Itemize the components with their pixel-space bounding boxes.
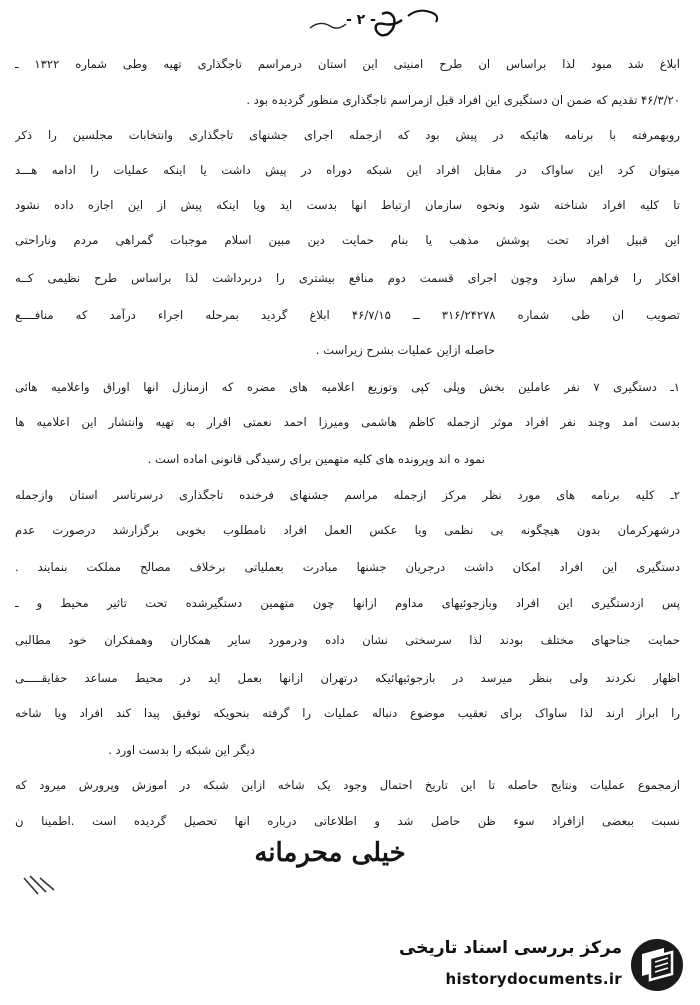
watermark-name: مرکز بررسی اسناد تاریخی — [399, 938, 622, 958]
body-line: پس ازدستگیری این افراد وبازجوئیهای مداوم ازانها چون متهمین دستگیرشده تحت تاثیر محیط و ـ — [15, 596, 680, 610]
body-line: اظهار نکردند ولی بنظر میرسد در بازجوئیهائیکه درتهران ازانها بعمل اید در محیط مساعد حقایقـــــی — [15, 671, 680, 685]
archive-logo-icon — [628, 936, 686, 994]
body-line: افکار را فراهم سازد وچون اجرای قسمت دوم منافع بیشتری را دربرداشت لذا براساس طرح نظیمی کــه — [15, 271, 680, 285]
body-line: دستگیری این افراد امکان داشت درجریان جشنها مبادرت بعملیاتی برخلاف مصالح مملکت بنمایند . — [15, 560, 680, 574]
body-line: بدست امد وچند نفر افراد موثر ازجمله کاظم هاشمی ومیرزا احمد نعمتی اقرار به تهیه وانتشار این اعلامیه ها — [15, 415, 680, 429]
scribble-mark-icon — [20, 872, 110, 898]
body-line: حاصله ازاین عملیات بشرح زیراست . — [315, 343, 495, 357]
body-line: این قبیل افراد تحت پوشش مذهب یا بنام حمایت دین مبین اسلام موجبات گمراهی مردم وناراحتی — [15, 233, 680, 247]
archive-watermark — [400, 934, 690, 998]
body-line: نسبت ببعضی ازافراد سوء ظن حاصل شد و اطلاعاتی درباره انها تحصیل گردیده است .اطمینا ن — [15, 814, 680, 828]
body-line: درشهرکرمان بدون هیچگونه بی نظمی ویا عکس العمل افراد نامطلوب بخوبی برگزارشد درصورت عدم — [15, 523, 680, 537]
body-line: ابلاغ شد مبود لذا براساس ان طرح امنیتی این استان درمراسم تاجگذاری تهیه وطی شماره ۱۳۲۲ ـ — [15, 57, 680, 71]
watermark-url: historydocuments.ir — [445, 970, 622, 988]
body-line: دیگر این شبکه را بدست اورد . — [108, 743, 255, 757]
page-number: - ۲ - — [346, 12, 376, 28]
body-line: نمود ه اند وپرونده های کلیه متهمین برای رسیدگی قانونی اماده است . — [147, 452, 485, 466]
body-line: تا کلیه افراد شناخته شود ونحوه سازمان ارتباط انها بدست اید ویا اینکه پیش از این اجازه داده نشود — [15, 198, 680, 212]
page-header — [290, 6, 450, 46]
body-line: میتوان کرد این ساواک در مقابل افراد این شبکه دوراه در پیش داشت یا اینکه عملیات را ادامه هـــد — [15, 163, 680, 177]
body-line: ۲ـ کلیه برنامه های مورد نظر مرکز ازجمله مراسم جشنهای فرخنده تاجگذاری درسرتاسر استان وازجمله — [15, 488, 680, 502]
body-line: حمایت جناحهای مختلف بودند لذا سرسختی نشان داده ودرمورد سایر همکاران وهمفکران خود مطالبی — [15, 633, 680, 647]
body-line: ۴۶/۳/۲۰ تقدیم که ضمن ان دستگیری این افراد قبل ازمراسم تاجگذاری منظور گردیده بود . — [246, 93, 680, 107]
body-line: روبهمرفته با برنامه هائیکه در پیش بود که ازجمله اجرای جشنهای تاجگذاری وانتخابات مجلسین را ذکر — [15, 128, 680, 142]
body-line: را ابراز ارند لذا ساواک برای تعقیب موضوع دنباله عملیات را گرفته بنحویکه توفیق پیدا کند افراد ویا شاخه — [15, 706, 680, 720]
classification-mark: خیلی محرمانه — [254, 838, 406, 868]
body-line: تصویب ان طی شماره ۳۱۶/۲۴۲۷۸ ــ ۴۶/۷/۱۵ ابلاغ گردید بمرحله اجراء درآمد که منافــــع — [15, 308, 680, 322]
body-line: ازمجموع عملیات ونتایج حاصله تا این تاریخ احتمال وجود یک شاخه ازاین شبکه در اموزش وپرورش میرود که — [15, 778, 680, 792]
body-line: ۱ـ دستگیری ۷ نفر عاملین بخش وپلی کپی وتوزیع اعلامیه های مضره که ازمنازل انها اوراق واعلامیه هائی — [15, 380, 680, 394]
